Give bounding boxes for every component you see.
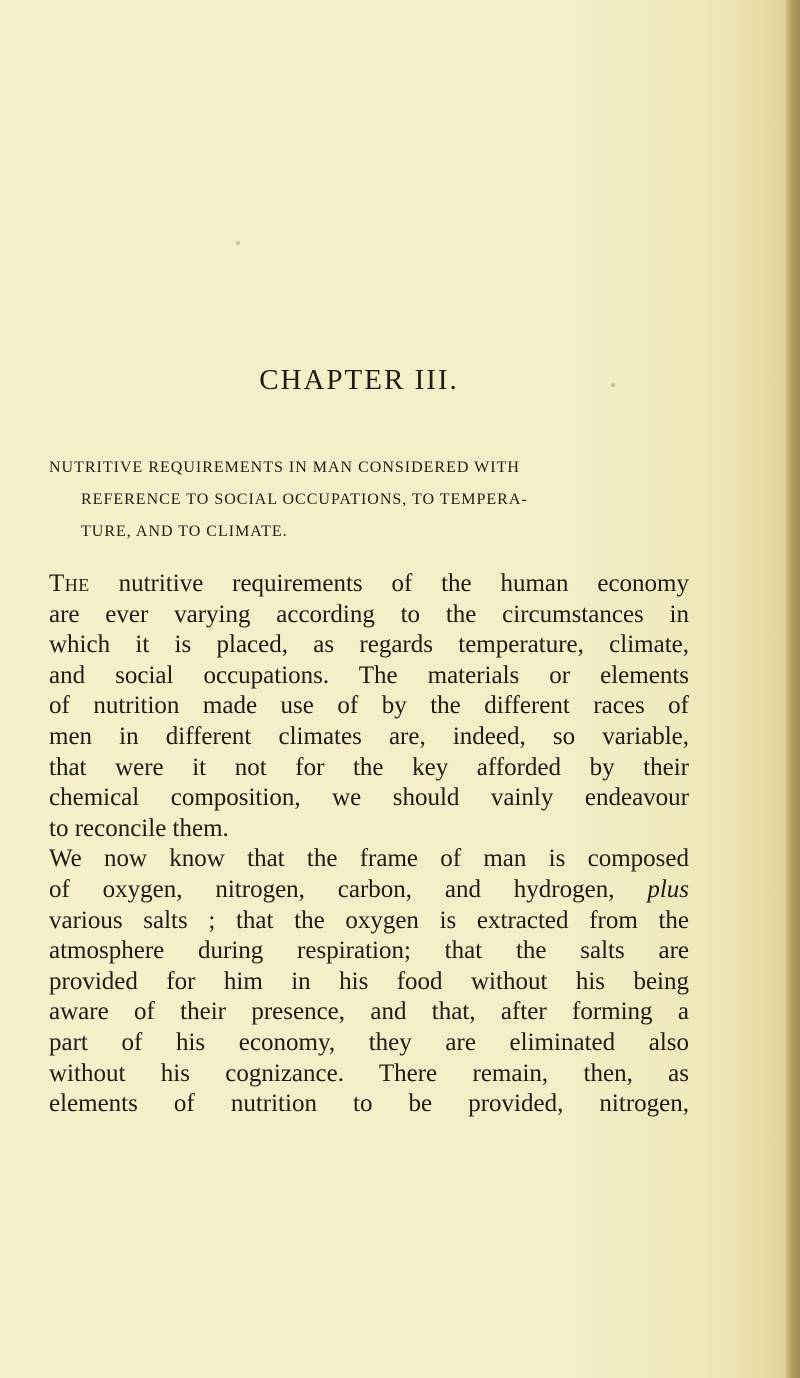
body-line: men in different climates are, indeed, so variable, [49,722,689,750]
chapter-title: CHAPTER III. [259,364,459,396]
body-line: and social occupations. The materials or elements [49,661,689,689]
subtitle-line: REFERENCE TO SOCIAL OCCUPATIONS, TO TEMPERA- [81,491,528,508]
body-line [49,569,689,600]
paper-speck [236,241,240,245]
body-line: that were it not for the key afforded by their [49,753,689,781]
italic-word: plus [647,875,689,903]
body-line: elements of nutrition to be provided, nitrogen, [49,1090,689,1118]
body-line: of nutrition made use of by the different races of [49,692,689,720]
body-line: We now know that the frame of man is composed [49,845,689,873]
body-line: various salts ; that the oxygen is extracted from the [49,906,689,934]
body-line: part of his economy, they are eliminated also [49,1028,689,1056]
body-line: are ever varying according to the circumstances in [49,600,689,628]
body-line: provided for him in his food without his being [49,967,689,995]
body-line: without his cognizance. There remain, then, as [49,1059,689,1087]
body-line: to reconcile them. [49,814,229,842]
body-line-text: nutritive requirements of the human economy [89,570,689,597]
page-edge-shadow [786,0,800,1378]
chapter-body [49,569,689,1120]
body-line: atmosphere during respiration; that the salts are [49,937,689,965]
body-line [49,875,689,906]
body-line: which it is placed, as regards temperature, climate, [49,631,689,659]
opening-word: The [49,570,90,597]
body-line: chemical composition, we should vainly endeavour [49,784,689,812]
subtitle-line: TURE, AND TO CLIMATE. [81,523,288,540]
subtitle-line: NUTRITIVE REQUIREMENTS IN MAN CONSIDERED WITH [49,459,520,476]
body-line: aware of their presence, and that, after forming a [49,998,689,1026]
body-line-text: of oxygen, nitrogen, carbon, and hydrogen, [49,875,648,903]
chapter-subtitle [49,452,689,548]
